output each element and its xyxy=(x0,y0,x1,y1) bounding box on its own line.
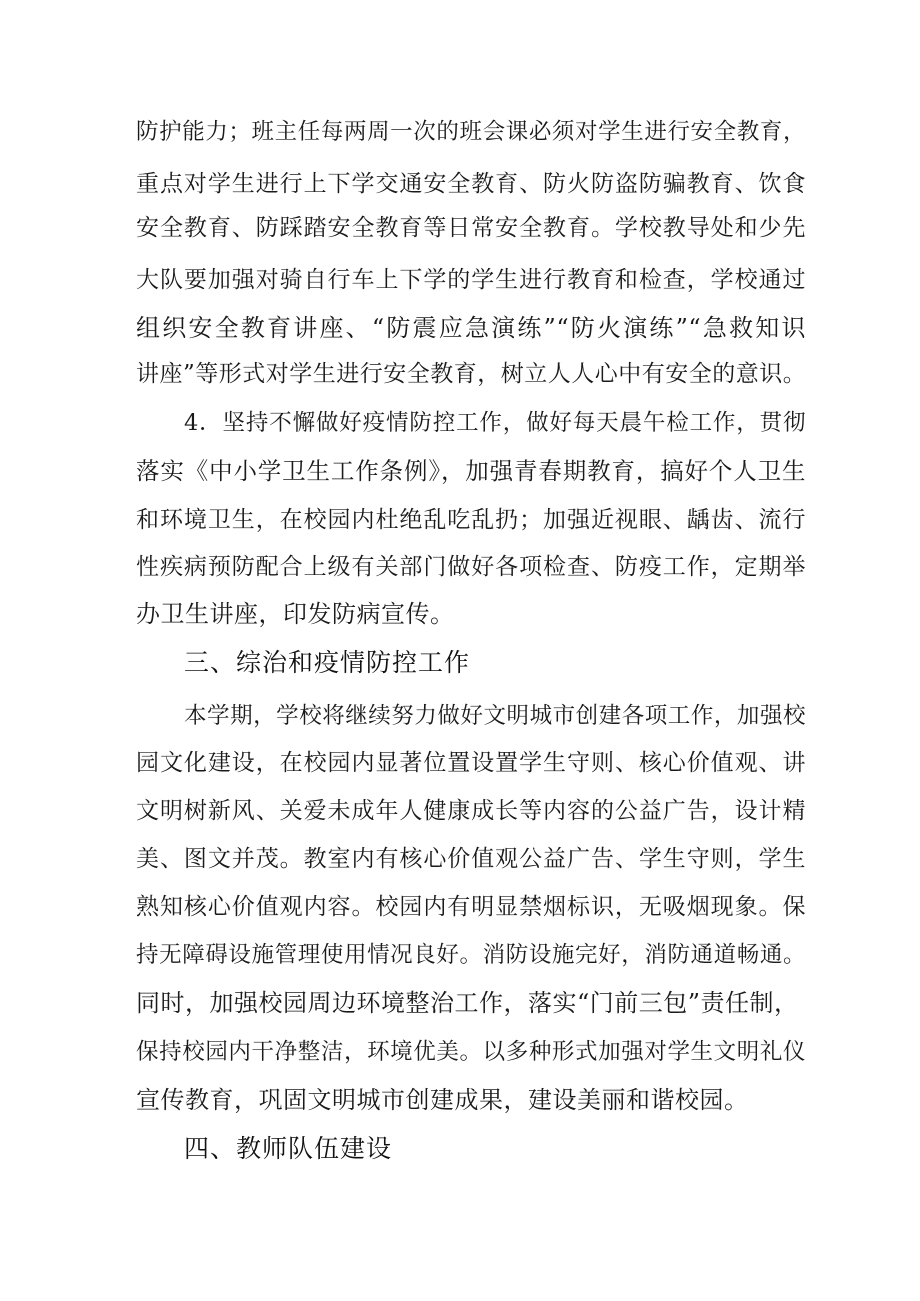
text-line: 文明树新风、关爱未成年人健康成长等内容的公益广告，设计精 xyxy=(136,798,806,824)
text-line: 宣传教育，巩固文明城市创建成果，建设美丽和谐校园。 xyxy=(136,1086,749,1114)
text-line: 大队要加强对骑自行车上下学的学生进行教育和检查，学校通过 xyxy=(136,267,806,293)
text-line: 熟知核心价值观内容。校园内有明显禁烟标识，无吸烟现象。保 xyxy=(136,894,806,920)
text-line: 办卫生讲座，印发防病宣传。 xyxy=(136,600,455,628)
section-heading: 三、综治和疫情防控工作 xyxy=(184,648,471,677)
text-line: 防护能力；班主任每两周一次的班会课必须对学生进行安全教育， xyxy=(136,119,806,145)
text-line: 本学期，学校将继续努力做好文明城市创建各项工作，加强校 xyxy=(184,703,806,729)
text-line: 落实《中小学卫生工作条例》，加强青春期教育，搞好个人卫生 xyxy=(136,457,806,485)
text-line: 4．坚持不懈做好疫情防控工作，做好每天晨午检工作，贯彻 xyxy=(184,410,806,436)
text-line: 和环境卫生，在校园内杜绝乱吃乱扔；加强近视眼、龋齿、流行 xyxy=(136,507,806,533)
text-line: 持无障碍设施管理使用情况良好。消防设施完好，消防通道畅通。 xyxy=(136,942,806,968)
text-line: 园文化建设，在校园内显著位置设置学生守则、核心价值观、讲 xyxy=(136,750,806,776)
text-line: 保持校园内干净整洁，环境优美。以多种形式加强对学生文明礼仪 xyxy=(136,1039,806,1065)
text-line: 美、图文并茂。教室内有核心价值观公益广告、学生守则，学生 xyxy=(136,846,806,872)
text-line: 同时，加强校园周边环境整治工作，落实“门前三包”责任制， xyxy=(136,989,799,1017)
text-line: 讲座”等形式对学生进行安全教育，树立人人心中有安全的意识。 xyxy=(136,361,807,387)
text-line: 组织安全教育讲座、“防震应急演练”“防火演练”“急救知识 xyxy=(136,314,806,342)
text-line: 安全教育、防踩踏安全教育等日常安全教育。学校教导处和少先 xyxy=(136,215,806,241)
section-heading: 四、教师队伍建设 xyxy=(184,1134,393,1163)
text-line: 重点对学生进行上下学交通安全教育、防火防盗防骗教育、饮食 xyxy=(136,171,806,197)
text-line: 性疾病预防配合上级有关部门做好各项检查、防疫工作，定期举 xyxy=(136,554,806,580)
